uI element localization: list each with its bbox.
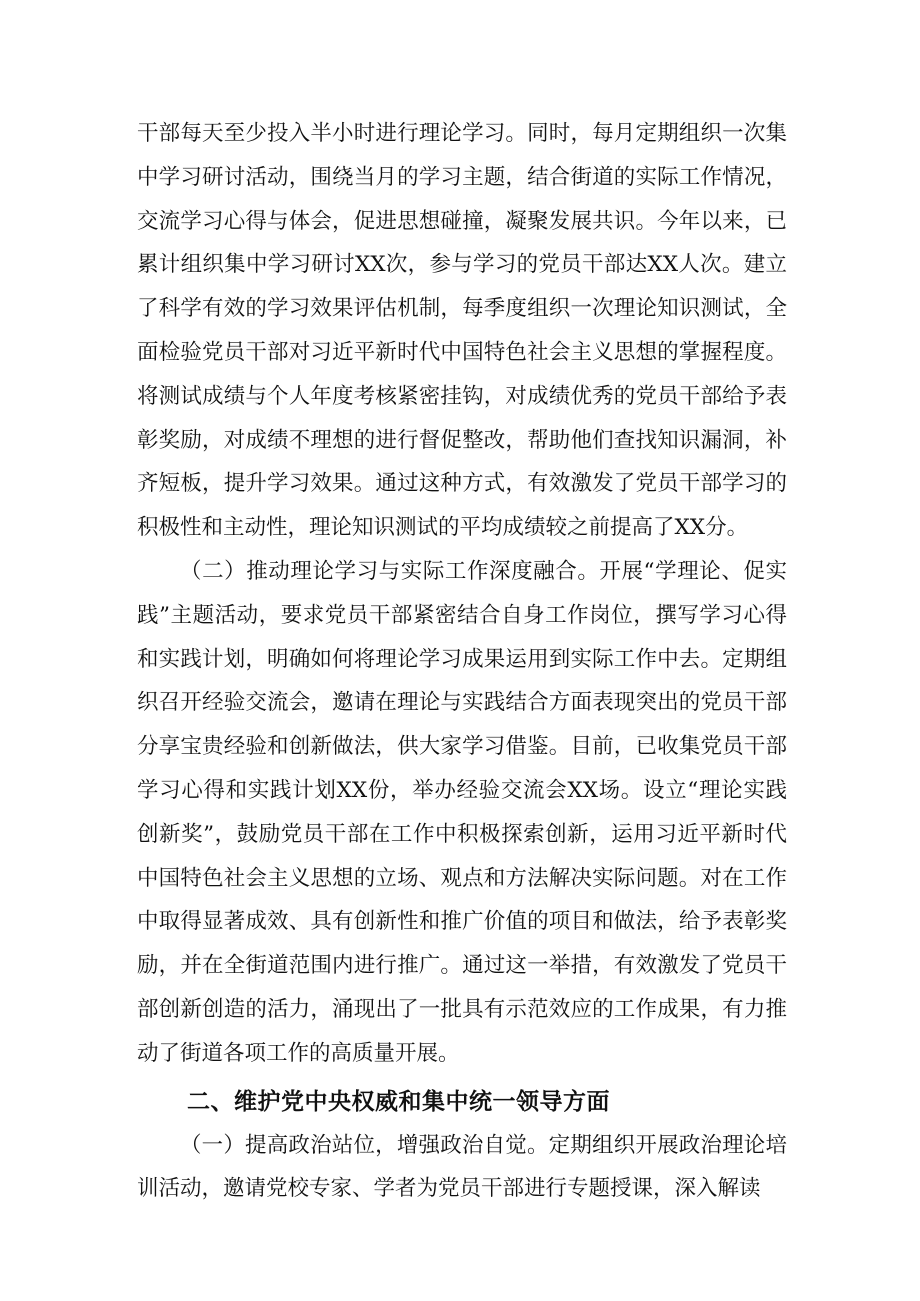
body-paragraph-section-one: （一）提高政治站位，增强政治自觉。定期组织开展政治理论培训活动，邀请党校专家、学者为党员干部进行专题授课，深入解读 xyxy=(137,1132,787,1202)
body-paragraph-section-two: （二）推动理论学习与实际工作深度融合。开展“学理论、促实践”主题活动，要求党员干部紧密结合自身工作岗位，撰写学习心得和实践计划，明确如何将理论学习成果运用到实际工作中去。定期组织召开经验交流会，邀请在理论与实践结合方面表现突出的党员干部分享宝贵经验和创新做法，供大家学习借鉴。目前，已收集党员干部学习心得和实践计划XX份，举办经验交流会XX场。设立“理论实践创新奖”，鼓励党员干部在工作中积极探索创新，运用习近平新时代中国特色社会主义思想的立场、观点和方法解决实际问题。对在工作中取得显著成效、具有创新性和推广价值的项目和做法，给予表彰奖励，并在全街道范围内进行推广。通过这一举措，有效激发了党员干部创新创造的活力，涌现出了一批具有示范效应的工作成果，有力推动了街道各项工作的高质量开展。 xyxy=(137,558,787,1066)
body-paragraph-continued: 干部每天至少投入半小时进行理论学习。同时，每月定期组织一次集中学习研讨活动，围绕当月的学习主题，结合街道的实际工作情况，交流学习心得与体会，促进思想碰撞，凝聚发展共识。今年以来，已累计组织集中学习研讨XX次，参与学习的党员干部达XX人次。建立了科学有效的学习效果评估机制，每季度组织一次理论知识测试，全面检验党员干部对习近平新时代中国特色社会主义思想的掌握程度。将测试成绩与个人年度考核紧密挂钩，对成绩优秀的党员干部给予表彰奖励，对成绩不理想的进行督促整改，帮助他们查找知识漏洞，补齐短板，提升学习效果。通过这种方式，有效激发了党员干部学习的积极性和主动性，理论知识测试的平均成绩较之前提高了XX分。 xyxy=(137,121,787,541)
document-body xyxy=(137,112,787,1211)
section-heading: 二、维护党中央权威和集中统一领导方面 xyxy=(187,1088,610,1115)
